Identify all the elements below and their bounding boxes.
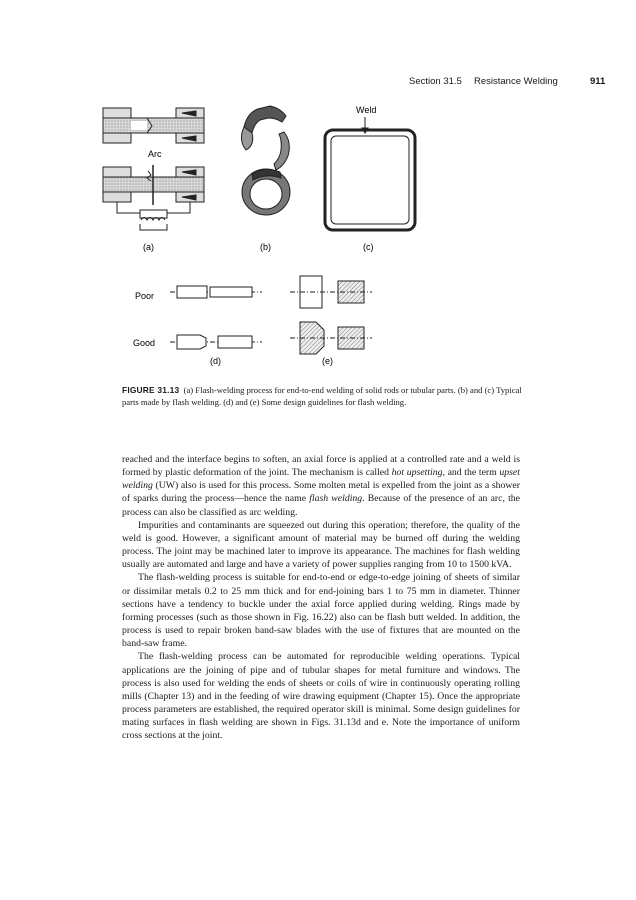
term-hot-upsetting: hot upsetting xyxy=(391,467,443,479)
label-b: (b) xyxy=(260,242,271,252)
caption-label: FIGURE 31.13 xyxy=(122,385,180,395)
label-d: (d) xyxy=(210,356,221,366)
term-upset-welding: upset welding xyxy=(122,467,520,492)
body-text xyxy=(122,453,520,742)
label-a: (a) xyxy=(143,242,154,252)
rectangular-frame-illustration xyxy=(325,117,415,230)
p1-text-b: , and the term xyxy=(442,467,500,479)
label-arc: Arc xyxy=(148,149,162,159)
figure-caption xyxy=(122,385,522,408)
p1-text-a: reached and the interface begins to soften, an axial force is applied at a controlled rate and a weld is formed by plastic deformation of the joint. The mechanism is called xyxy=(122,454,520,479)
paragraph-4: The flash-welding process can be automated for reproducible welding operations. Typical applications are the joining of pipe and of tubular shapes for metal furniture and windows. The process is also used for welding the ends of sheets or coils of wire in continuously operating rolling mills (Chapter 13) and in the feeding of wire drawing equipment (Chapter 15). Once the appropriate process parameters are established, the required operator skill is minimal. Some design guidelines for mating surfaces in flash welding are shown in Figs. 31.13d and e. Note the importance of uniform cross sections at the joint. xyxy=(122,651,520,742)
figure-31-13 xyxy=(0,0,636,380)
page-number: 911 xyxy=(590,76,606,87)
p1-text-c: (UW) also is used for this process. Some molten metal is expelled from the joint as a shower of sparks during the process—hence the name xyxy=(122,480,520,505)
flash-weld-setup-bottom xyxy=(103,165,204,230)
paragraph-2: Impurities and contaminants are squeezed out during this operation; therefore, the quality of the weld is good. However, a significant amount of material may be burned off during the welding process. The joint may be machined later to improve its appearance. The machines for flash welding usually are automated and large and have a variety of power supplies ranging from 10 to 1500 kVA. xyxy=(122,519,520,571)
term-flash-welding: flash welding xyxy=(309,493,363,505)
p1-text-d: . Because of the presence of an arc, the process can also be classified as arc welding. xyxy=(122,493,520,518)
label-poor: Poor xyxy=(135,291,155,301)
label-c: (c) xyxy=(363,242,374,252)
flash-weld-setup-top xyxy=(103,108,204,143)
header-title: Resistance Welding xyxy=(474,76,558,87)
paragraph-3: The flash-welding process is suitable for end-to-end or edge-to-edge joining of sheets of similar or dissimilar metals 0.2 to 25 mm thick and for end-joining bars 1 to 75 mm in diameter. Thinner sections have a tendency to buckle under the axial force applied during welding. Rings made by forming processes (such as those shown in Fig. 16.22) also can be flash butt welded. In addition, the process is used to repair broken band-saw blades with the use of fixtures that are mounted on the band-saw frame. xyxy=(122,572,520,650)
caption-text: (a) Flash-welding process for end-to-end welding of solid rods or tubular parts. (b) and (c) Typical parts made by flash welding. (d) and (e) Some design guidelines for flash welding. xyxy=(122,385,522,407)
paragraph-1 xyxy=(122,453,520,519)
design-guideline-rods xyxy=(170,286,262,349)
label-good: Good xyxy=(133,338,156,348)
label-e: (e) xyxy=(322,356,333,366)
flashwelded-rings-illustration xyxy=(241,106,290,215)
label-weld: Weld xyxy=(356,105,377,115)
design-guideline-tubes xyxy=(290,276,372,354)
header-section: Section 31.5 xyxy=(409,76,462,87)
